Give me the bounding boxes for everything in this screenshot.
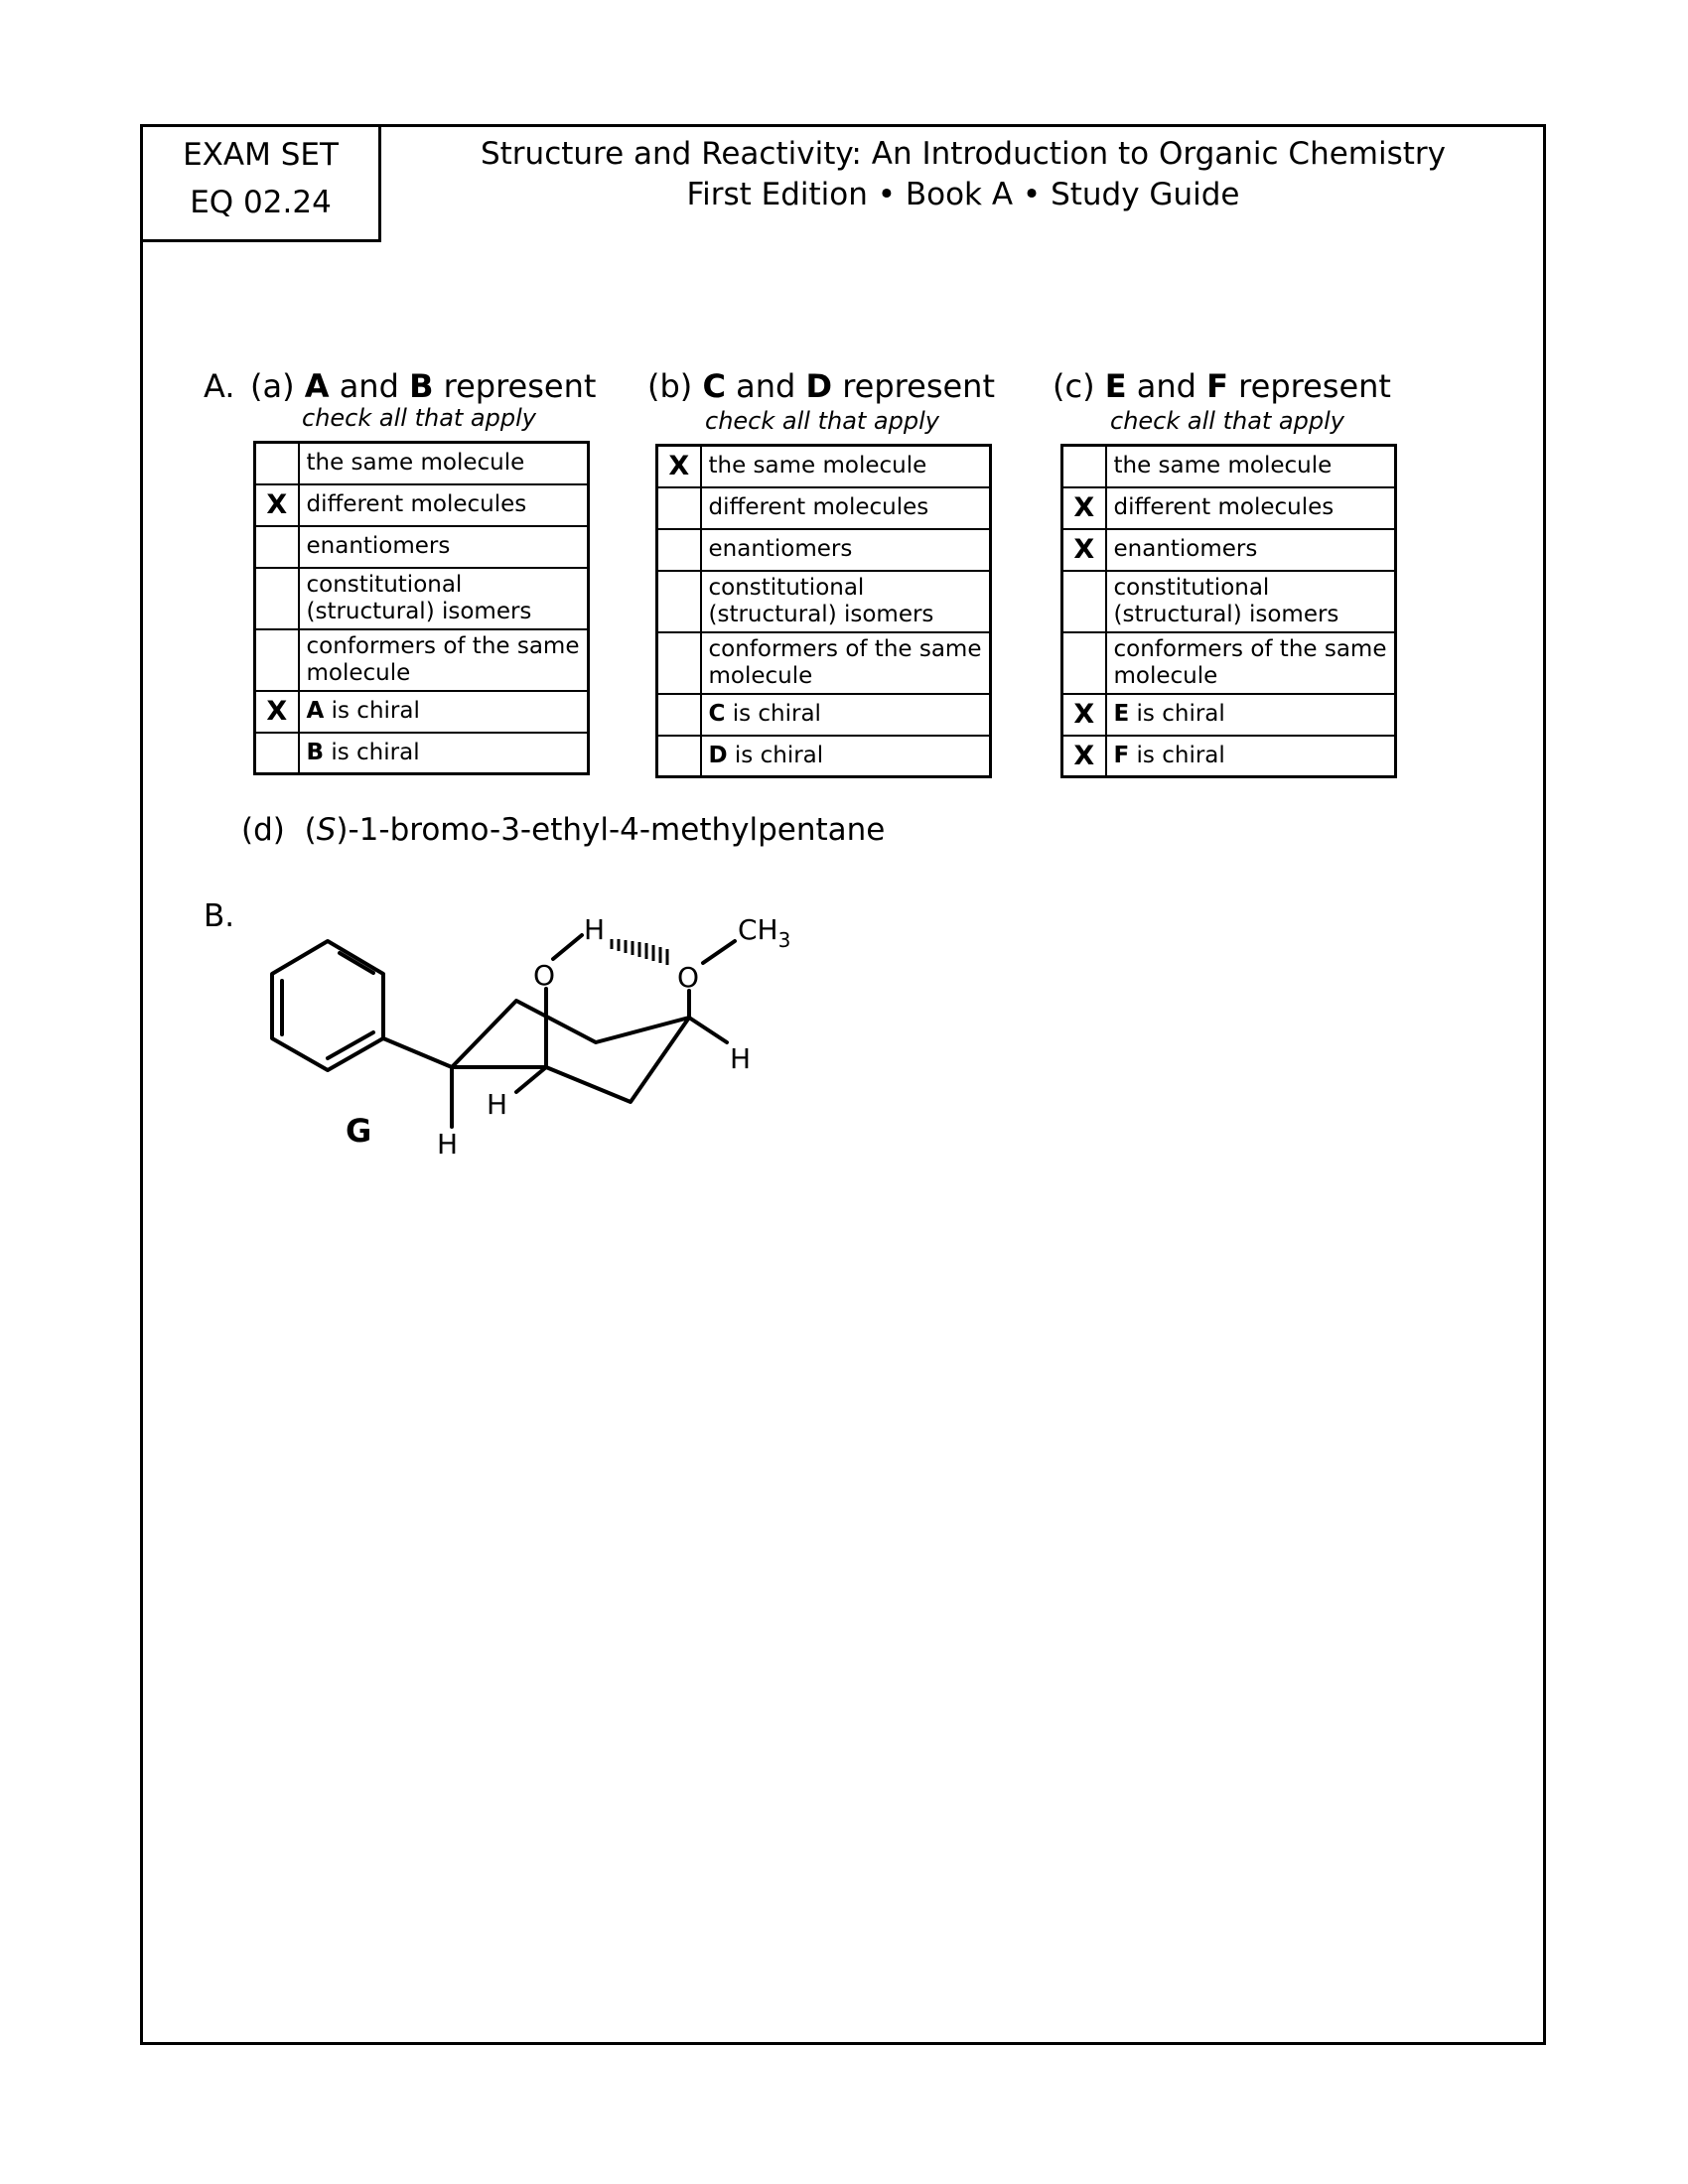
choice-compound: B <box>306 739 325 765</box>
checkbox-cell[interactable]: X <box>255 484 299 526</box>
exam-set-box <box>140 124 381 242</box>
choice-label <box>701 694 991 736</box>
choice-label <box>1106 694 1396 736</box>
checkbox-cell[interactable] <box>255 526 299 568</box>
question-a-heading <box>250 367 596 405</box>
choice-label-line1: conformers of the same <box>306 632 580 659</box>
question-b-choices <box>655 444 992 778</box>
molecule-label: G <box>346 1112 372 1150</box>
hydrogen-bond <box>612 939 667 965</box>
choice-label <box>299 629 589 691</box>
choice-label: different molecules <box>1106 487 1396 529</box>
choice-label <box>1106 632 1396 694</box>
choice-row <box>255 691 589 733</box>
molecule-g-structure <box>248 893 844 1171</box>
question-c-choices <box>1060 444 1397 778</box>
choice-label-line2: (structural) isomers <box>1113 601 1339 627</box>
checkbox-cell[interactable] <box>657 632 701 694</box>
checkbox-cell[interactable] <box>1062 571 1106 632</box>
exam-set-label: EXAM SET <box>183 137 339 173</box>
checkbox-cell[interactable] <box>255 733 299 774</box>
choice-label: enantiomers <box>701 529 991 571</box>
checkbox-cell[interactable] <box>657 571 701 632</box>
choice-compound: D <box>708 742 728 768</box>
oxygen-label: O <box>677 961 700 994</box>
question-a-choices <box>253 441 590 775</box>
checkbox-cell[interactable] <box>1062 446 1106 487</box>
choice-text: is chiral <box>1136 742 1225 768</box>
checkbox-cell[interactable] <box>657 694 701 736</box>
choice-label <box>1106 736 1396 777</box>
phenyl-bond <box>383 1038 452 1067</box>
question-b-first: C <box>702 367 726 405</box>
choice-label: different molecules <box>701 487 991 529</box>
checkbox-cell[interactable] <box>255 629 299 691</box>
choice-label-line1: conformers of the same <box>1113 635 1387 662</box>
question-c-id: (c) <box>1053 367 1095 405</box>
choice-row <box>255 484 589 526</box>
hydrogen-label: H <box>437 1128 459 1160</box>
choice-row <box>255 629 589 691</box>
choice-label <box>701 571 991 632</box>
choice-label-line2: (structural) isomers <box>306 598 532 624</box>
question-a-verb: represent <box>443 367 597 405</box>
equatorial-h-bond <box>516 1067 546 1092</box>
checkbox-cell[interactable]: X <box>1062 529 1106 571</box>
hydrogen-label: H <box>487 1088 508 1121</box>
question-c-instruction: check all that apply <box>1110 407 1344 435</box>
question-c-heading <box>1053 367 1391 405</box>
choice-label-line2: (structural) isomers <box>708 601 934 627</box>
choice-label <box>299 568 589 629</box>
choice-label: the same molecule <box>701 446 991 487</box>
choice-label: enantiomers <box>1106 529 1396 571</box>
choice-text: is chiral <box>331 739 420 765</box>
question-b-verb: represent <box>842 367 995 405</box>
choice-row <box>657 446 991 487</box>
checkbox-cell[interactable] <box>255 568 299 629</box>
choice-label <box>299 733 589 774</box>
question-a-id: (a) <box>250 367 295 405</box>
choice-label <box>701 632 991 694</box>
question-b-instruction: check all that apply <box>705 407 939 435</box>
question-b-second: D <box>805 367 833 405</box>
part-b-label: B. <box>204 898 235 934</box>
checkbox-cell[interactable] <box>255 443 299 484</box>
question-a-second: B <box>409 367 434 405</box>
choice-label: the same molecule <box>1106 446 1396 487</box>
choice-row <box>1062 694 1396 736</box>
exam-set-code: EQ 02.24 <box>190 185 332 220</box>
question-b-id: (b) <box>647 367 693 405</box>
choice-text: is chiral <box>331 698 420 724</box>
checkbox-cell[interactable] <box>657 736 701 777</box>
question-a-first: A <box>304 367 330 405</box>
choice-label <box>299 691 589 733</box>
choice-row <box>1062 571 1396 632</box>
choice-row <box>657 694 991 736</box>
book-title: Structure and Reactivity: An Introduction to Organic Chemistry <box>480 136 1447 172</box>
cyclohexane-chair <box>452 1001 689 1102</box>
c-h-bond <box>689 1018 727 1042</box>
question-d-id: (d) <box>241 812 285 848</box>
choice-label-line1: constitutional <box>1113 574 1270 601</box>
o-h-bond <box>553 935 582 959</box>
choice-text: is chiral <box>1136 701 1225 727</box>
choice-row <box>1062 446 1396 487</box>
choice-row <box>657 736 991 777</box>
choice-text: is chiral <box>734 742 824 768</box>
question-c-second: F <box>1206 367 1228 405</box>
choice-row <box>255 443 589 484</box>
question-c-and: and <box>1136 367 1196 405</box>
checkbox-cell[interactable]: X <box>1062 694 1106 736</box>
choice-row <box>255 568 589 629</box>
checkbox-cell[interactable]: X <box>255 691 299 733</box>
choice-row <box>1062 632 1396 694</box>
choice-label-line2: molecule <box>708 662 813 689</box>
oxygen-label: O <box>533 959 556 992</box>
choice-row <box>657 632 991 694</box>
hydrogen-label: H <box>730 1042 752 1075</box>
o-ch3-bond <box>703 941 735 963</box>
checkbox-cell[interactable] <box>657 529 701 571</box>
methyl-subscript: 3 <box>777 928 791 952</box>
question-d-answer <box>241 812 885 848</box>
choice-row <box>255 526 589 568</box>
question-c-verb: represent <box>1238 367 1391 405</box>
checkbox-cell[interactable] <box>1062 632 1106 694</box>
choice-label: enantiomers <box>299 526 589 568</box>
question-d-stereo: S <box>316 812 337 848</box>
choice-text: is chiral <box>732 701 821 727</box>
choice-label-line1: conformers of the same <box>708 635 982 662</box>
choice-label: the same molecule <box>299 443 589 484</box>
page-header <box>417 134 1509 215</box>
choice-row <box>1062 529 1396 571</box>
question-a-and: and <box>339 367 399 405</box>
choice-label: different molecules <box>299 484 589 526</box>
choice-row <box>657 529 991 571</box>
choice-label <box>1106 571 1396 632</box>
question-d-name: )-1-bromo-3-ethyl-4-methylpentane <box>336 812 886 848</box>
choice-compound: F <box>1113 742 1130 768</box>
choice-row <box>1062 736 1396 777</box>
choice-row <box>657 487 991 529</box>
question-d-paren: ( <box>304 812 317 848</box>
aromatic-double-bond <box>328 1032 373 1058</box>
question-a-instruction: check all that apply <box>302 404 536 432</box>
choice-label <box>701 736 991 777</box>
choice-row <box>657 571 991 632</box>
question-b-and: and <box>736 367 796 405</box>
question-b-heading <box>647 367 995 405</box>
choice-label-line1: constitutional <box>708 574 865 601</box>
checkbox-cell[interactable]: X <box>1062 736 1106 777</box>
benzene-ring <box>272 941 383 1070</box>
part-a-label: A. <box>204 367 235 405</box>
choice-compound: C <box>708 701 726 727</box>
methyl-ch: CH <box>738 913 778 946</box>
choice-label-line2: molecule <box>306 659 411 686</box>
book-subtitle: First Edition • Book A • Study Guide <box>686 177 1240 212</box>
hydrogen-label: H <box>584 913 606 946</box>
choice-row <box>255 733 589 774</box>
choice-compound: A <box>306 698 325 724</box>
choice-row <box>1062 487 1396 529</box>
choice-label-line2: molecule <box>1113 662 1218 689</box>
checkbox-cell[interactable] <box>657 487 701 529</box>
checkbox-cell[interactable]: X <box>657 446 701 487</box>
question-c-first: E <box>1104 367 1127 405</box>
checkbox-cell[interactable]: X <box>1062 487 1106 529</box>
choice-compound: E <box>1113 701 1130 727</box>
methyl-label <box>738 913 790 952</box>
choice-label-line1: constitutional <box>306 571 463 598</box>
